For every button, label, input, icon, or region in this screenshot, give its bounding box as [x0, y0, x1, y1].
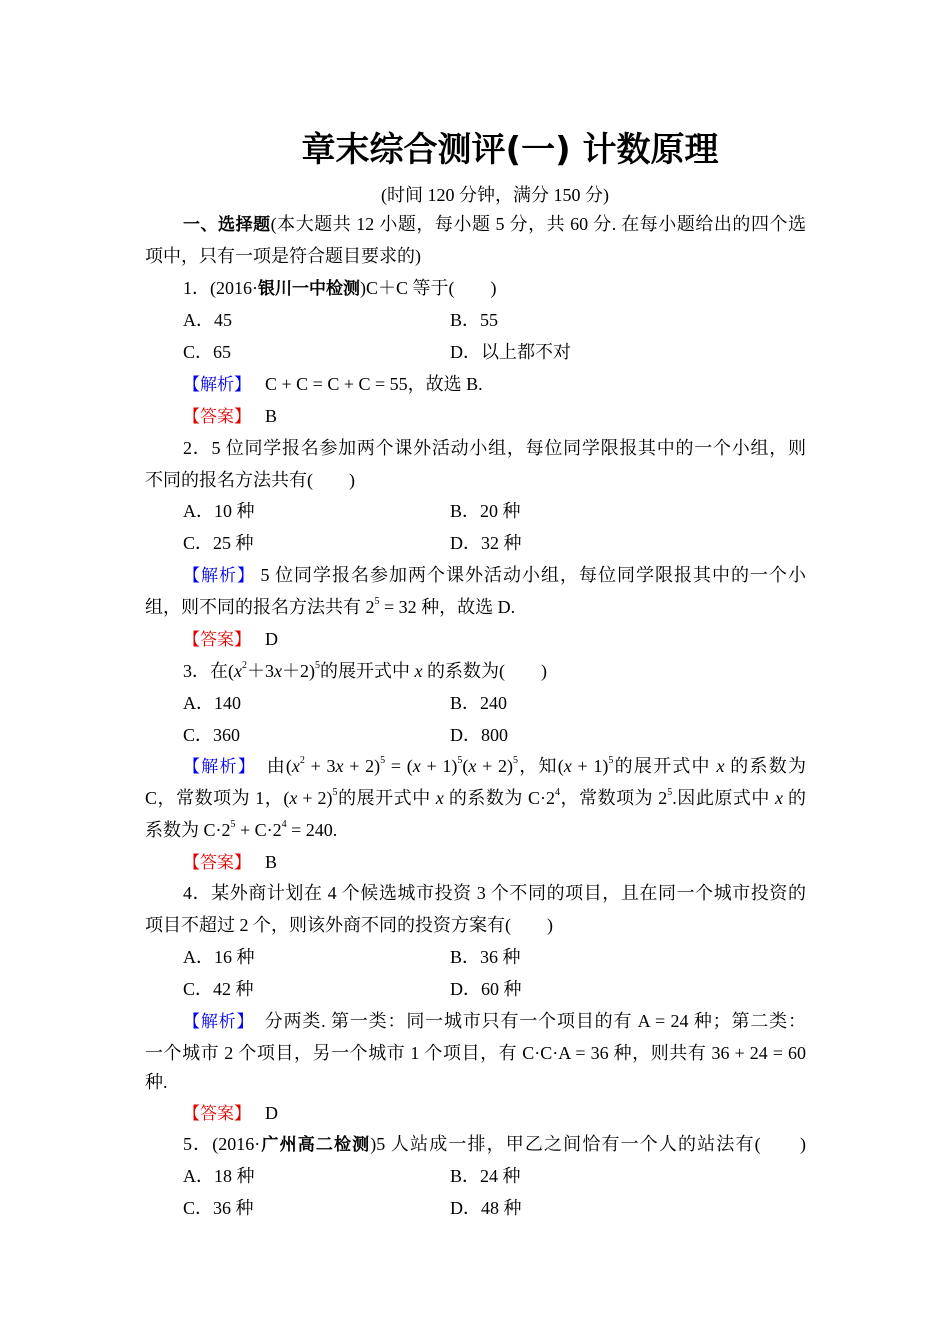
superscript: 5	[315, 660, 320, 671]
superscript: 5	[374, 596, 380, 607]
text-segment: 组，则不同的报名方法共有 2	[145, 597, 375, 617]
text-segment: 的	[783, 788, 806, 808]
text-line	[183, 563, 806, 587]
superscript: 5	[513, 755, 519, 766]
text-line	[145, 244, 421, 268]
text-segment: ＋2)	[282, 661, 315, 681]
text-line	[145, 595, 515, 619]
text-segment: B	[242, 406, 278, 426]
text-segment: 一个城市 2 个项目，另一个城市 1 个项目，有 C·C·A = 36 种，则共有 36 + 24 = 60	[145, 1043, 806, 1063]
answer-option: B．36 种	[450, 947, 521, 967]
text-segment: 由(	[247, 756, 292, 776]
text-line	[183, 659, 547, 683]
answer-option: B．240	[450, 693, 508, 713]
superscript: 5	[608, 755, 614, 766]
text-line	[183, 404, 277, 429]
text-line	[183, 754, 806, 778]
text-line	[183, 212, 806, 236]
text-segment: (	[462, 756, 469, 776]
text-segment: ＋3	[247, 661, 274, 681]
text-line	[145, 468, 355, 492]
text-segment: 的系数为 C·2	[443, 788, 555, 808]
answer-option: D．60 种	[450, 979, 522, 999]
text-segment: x	[716, 756, 725, 776]
text-segment: 4．某外商计划在 4 个候选城市投资 3 个不同的项目，且在同一个城市投资的	[183, 883, 806, 903]
text-segment: x	[289, 788, 298, 808]
text-line	[183, 627, 278, 652]
text-line	[183, 881, 806, 905]
text-line	[145, 818, 337, 842]
text-segment: C + C = C + C = 55，故选 B.	[242, 374, 483, 394]
text-segment: x	[335, 756, 344, 776]
text-segment: 项目不超过 2 个，则该外商不同的投资方案有( )	[145, 915, 553, 935]
text-segment: x	[435, 788, 444, 808]
superscript: 4	[555, 787, 560, 798]
superscript: 2	[242, 660, 247, 671]
text-segment: + C·2	[235, 820, 282, 840]
text-line	[183, 436, 806, 460]
text-segment: x	[291, 756, 300, 776]
answer-option: A．16 种	[183, 947, 255, 967]
text-segment: )C＋C 等于( )	[360, 278, 497, 298]
text-segment: B	[242, 852, 278, 872]
text-segment: 的展开式中	[613, 756, 717, 776]
text-segment: 种.	[145, 1072, 168, 1092]
text-segment: 广州高二检测	[260, 1135, 371, 1155]
text-segment: x	[775, 788, 783, 808]
text-segment: 1．(2016·	[183, 278, 258, 298]
text-segment: 的展开式中	[337, 788, 436, 808]
superscript: 5	[457, 755, 463, 766]
answer-label: 【答案】	[183, 630, 243, 650]
text-segment: = (	[385, 756, 413, 776]
text-segment: x	[274, 661, 282, 681]
text-segment: 3．在(	[183, 661, 234, 681]
text-line	[145, 1041, 806, 1065]
text-segment: 5．(2016·	[183, 1134, 261, 1154]
text-segment: x	[414, 661, 423, 681]
answer-option: C．65	[183, 342, 232, 362]
text-segment: 2．5 位同学报名参加两个课外活动小组，每位同学限报其中的一个小组，则	[183, 438, 806, 458]
text-line	[183, 1009, 806, 1033]
text-segment: C，常数项为 1，(	[145, 788, 290, 808]
answer-option: D．48 种	[450, 1198, 522, 1218]
text-segment: x	[234, 661, 242, 681]
text-segment: 项中，只有一项是符合题目要求的)	[145, 246, 421, 266]
answer-label: 【答案】	[183, 853, 243, 873]
text-line	[183, 850, 277, 875]
text-line	[145, 786, 806, 810]
text-line	[183, 276, 497, 301]
answer-option: A．18 种	[183, 1166, 255, 1186]
analysis-label: 【解析】	[183, 757, 248, 777]
superscript: 5	[667, 787, 673, 798]
answer-option: D．800	[450, 725, 508, 745]
superscript: 2	[299, 755, 305, 766]
text-segment: 不同的报名方法共有( )	[145, 470, 355, 490]
text-segment: D	[242, 629, 278, 649]
text-segment: x	[468, 756, 477, 776]
text-segment: 的系数为	[724, 756, 806, 776]
answer-option: A．140	[183, 693, 241, 713]
text-segment: 系数为 C·2	[145, 820, 231, 840]
text-line	[145, 913, 553, 937]
text-segment: 的展开式中	[320, 661, 415, 681]
answer-option: C．360	[183, 725, 241, 745]
superscript: 4	[281, 819, 287, 830]
text-segment: 一、选择题	[183, 215, 271, 235]
text-segment: 分两类. 第一类：同一城市只有一个项目的有 A = 24 种；第二类：	[245, 1011, 806, 1031]
text-line	[145, 1070, 168, 1094]
text-segment: D	[242, 1103, 278, 1123]
text-line	[183, 1132, 806, 1156]
text-segment: 5 位同学报名参加两个课外活动小组，每位同学限报其中的一个小	[255, 565, 806, 585]
text-segment: x	[563, 756, 572, 776]
text-line	[183, 1101, 278, 1126]
text-line	[183, 372, 483, 397]
superscript: 5	[230, 819, 236, 830]
answer-option: B．20 种	[450, 501, 521, 521]
analysis-label: 【解析】	[183, 1012, 246, 1032]
answer-option: B．24 种	[450, 1166, 521, 1186]
answer-option: C．42 种	[183, 979, 254, 999]
text-segment: + 3	[304, 756, 336, 776]
text-segment: 银川一中检测	[258, 279, 360, 299]
text-segment: = 240.	[286, 820, 338, 840]
text-segment: + 1)	[420, 756, 458, 776]
text-segment: + 1)	[571, 756, 609, 776]
answer-option: C．25 种	[183, 533, 254, 553]
text-segment: ，常数项为 2	[560, 788, 668, 808]
analysis-label: 【解析】	[183, 566, 255, 586]
text-segment: + 2)	[476, 756, 514, 776]
answer-option: A．10 种	[183, 501, 255, 521]
answer-option: D．32 种	[450, 533, 522, 553]
text-segment: + 2)	[297, 788, 333, 808]
answer-option: B．55	[450, 310, 499, 330]
answer-option: C．36 种	[183, 1198, 254, 1218]
text-segment: ，知(	[518, 756, 564, 776]
page-title: 章末综合测评(一) 计数原理	[301, 130, 719, 170]
superscript: 5	[380, 755, 386, 766]
answer-option: A．45	[183, 310, 232, 330]
text-segment: (本大题共 12 小题，每小题 5 分，共 60 分. 在每小题给出的四个选	[270, 214, 806, 234]
text-segment: .因此原式中	[672, 788, 775, 808]
answer-option: D．以上都不对	[450, 342, 571, 362]
answer-label: 【答案】	[183, 1104, 243, 1124]
analysis-label: 【解析】	[183, 375, 243, 395]
text-segment: = 32 种，故选 D.	[379, 597, 516, 617]
superscript: 5	[332, 787, 338, 798]
exam-info: (时间 120 分钟，满分 150 分)	[381, 185, 609, 205]
text-segment: + 2)	[343, 756, 381, 776]
answer-label: 【答案】	[183, 407, 243, 427]
text-segment: )5 人站成一排，甲乙之间恰有一个人的站法有( )	[370, 1134, 806, 1154]
text-segment: x	[412, 756, 421, 776]
text-segment: 的系数为( )	[422, 661, 547, 681]
